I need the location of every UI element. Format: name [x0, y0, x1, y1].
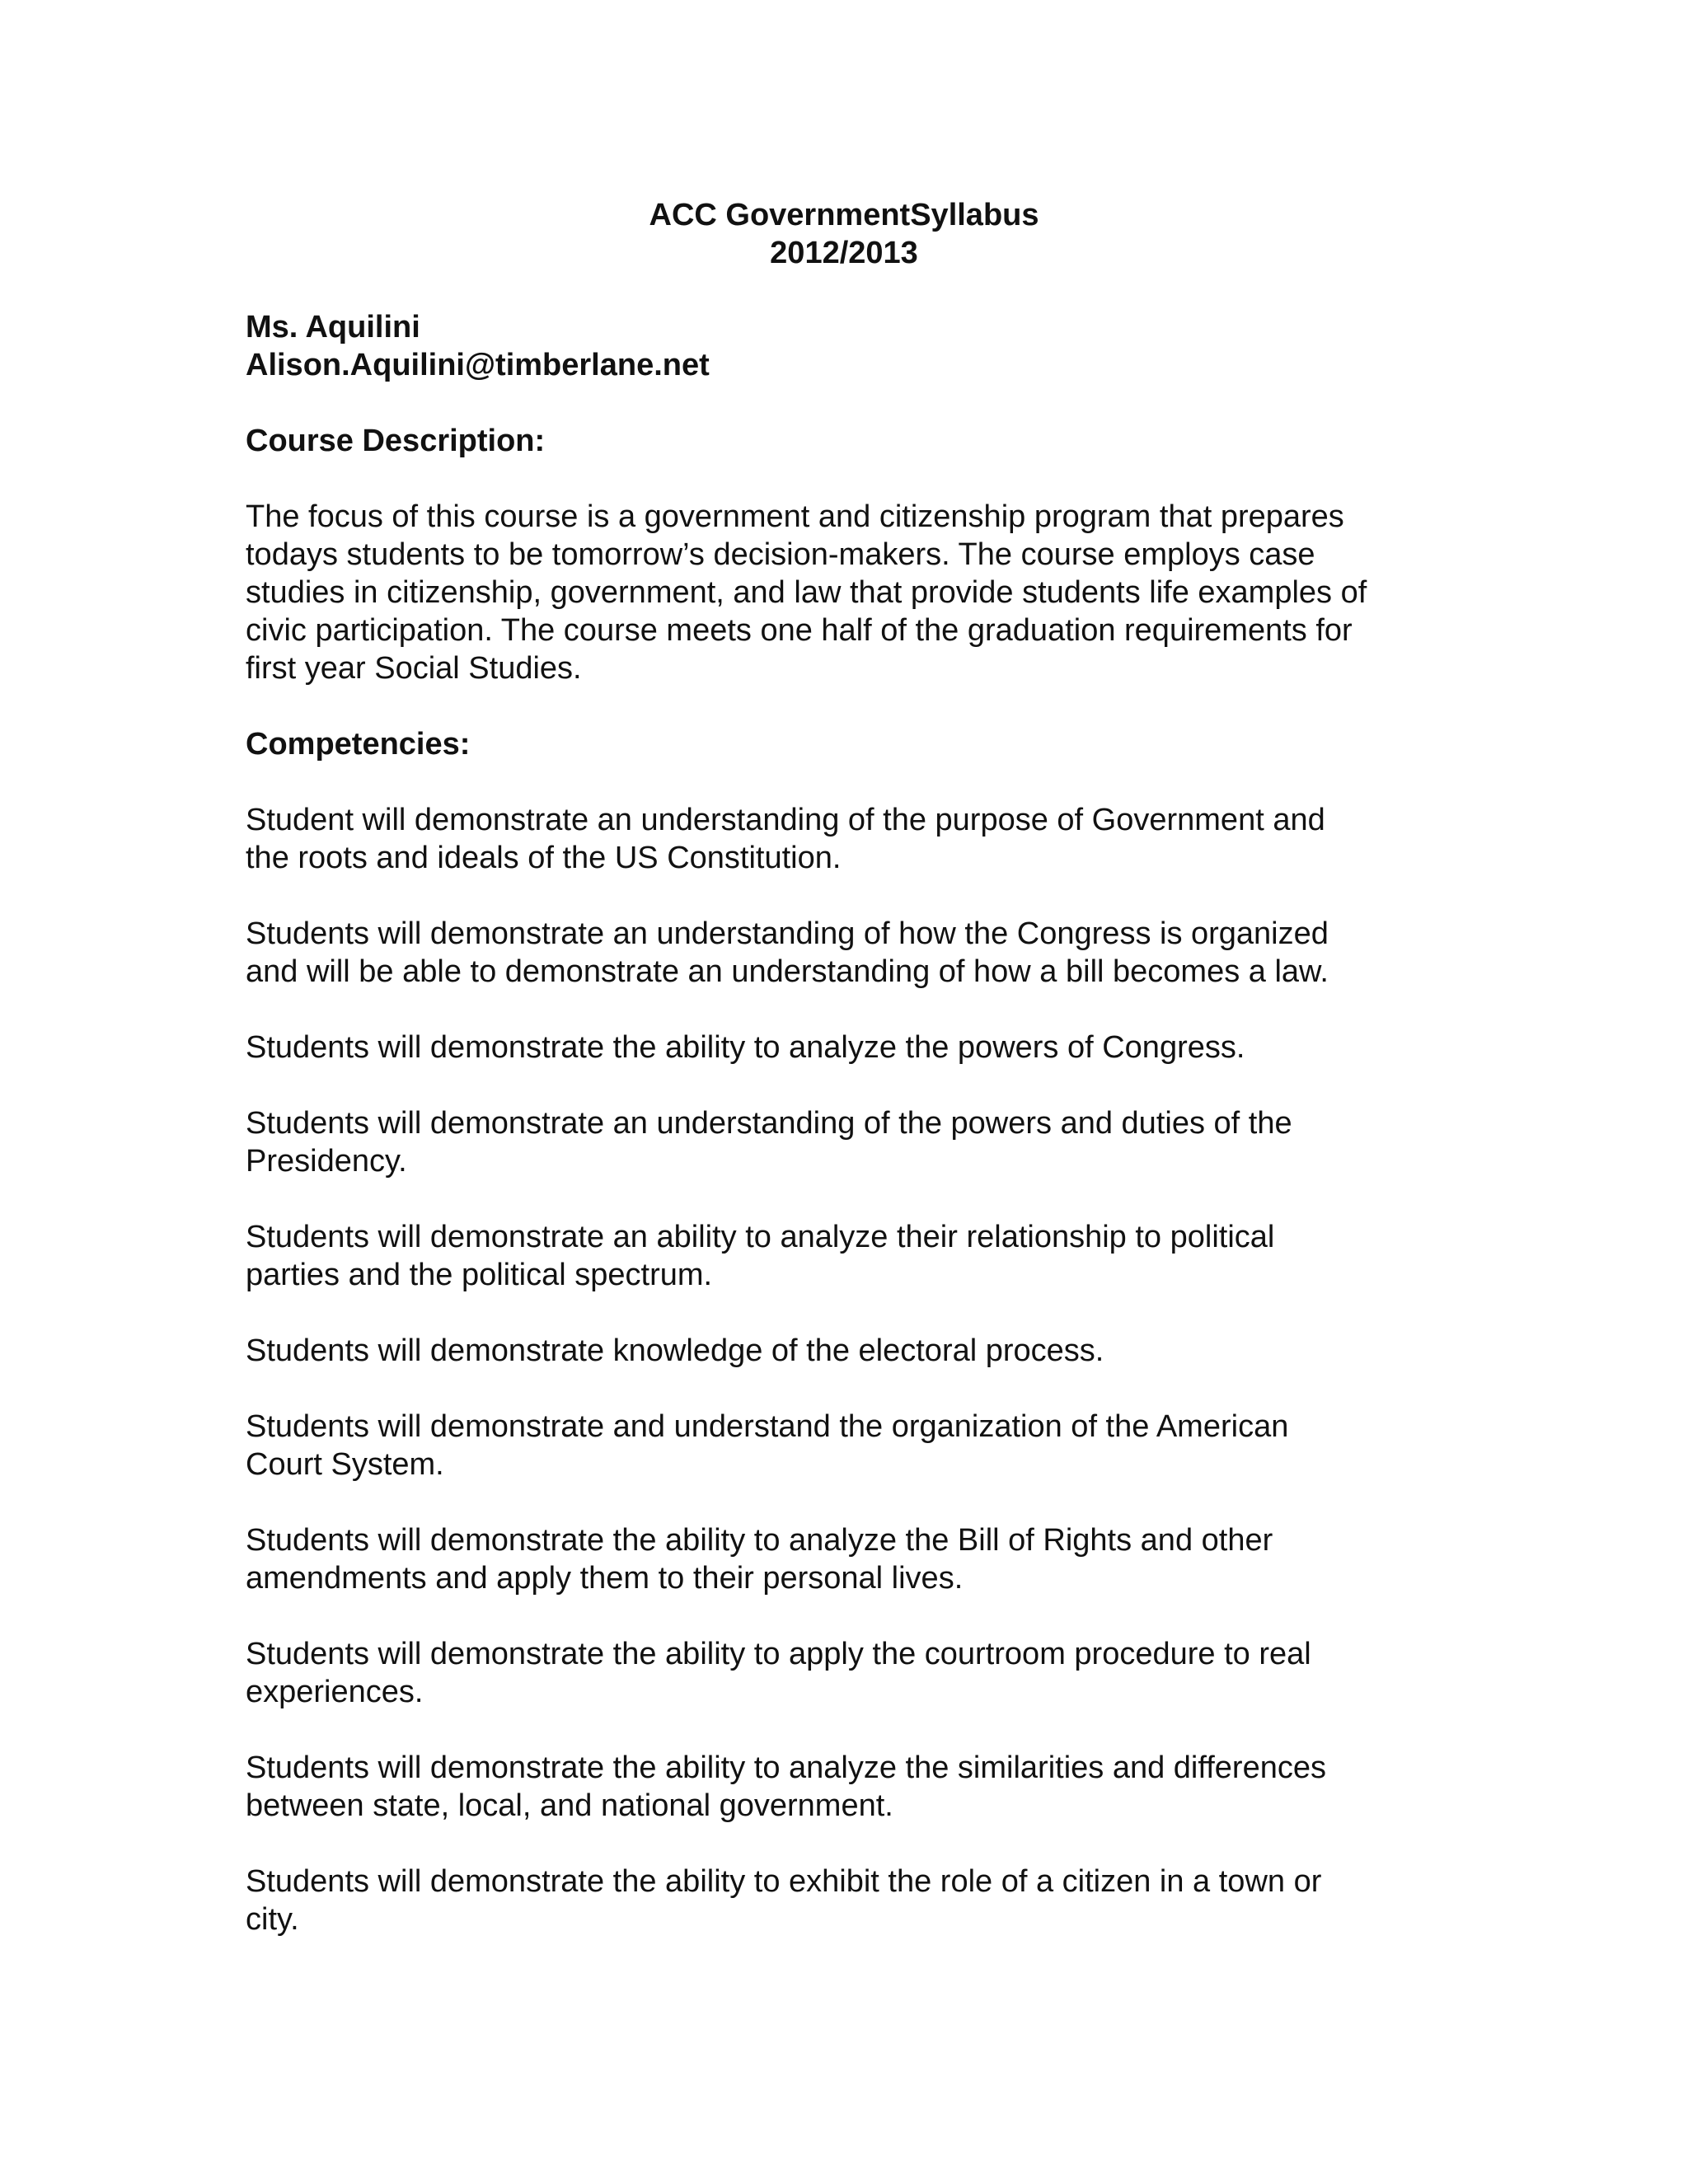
competency-item: Students will demonstrate an understanding of how the Congress is organized and will be able to demonstrate an understanding of how a bill becomes a law.	[246, 916, 1329, 989]
competency-item: Student will demonstrate an understanding of the purpose of Government and the roots and ideals of the US Constitution.	[246, 803, 1325, 875]
competency-item: Students will demonstrate an ability to analyze their relationship to political parties and the political spectrum.	[246, 1220, 1275, 1292]
document-body	[246, 308, 1457, 1976]
competency-item: Students will demonstrate the ability to apply the courtroom procedure to real experiences.	[246, 1637, 1311, 1709]
instructor-block	[246, 308, 1457, 384]
competencies-heading: Competencies:	[246, 727, 471, 762]
competency-item: Students will demonstrate knowledge of the electoral process.	[246, 1333, 1104, 1368]
document-title	[0, 196, 1688, 272]
instructor-email: Alison.Aquilini@timberlane.net	[246, 348, 710, 382]
competency-item: Students will demonstrate and understand the organization of the American Court System.	[246, 1409, 1289, 1482]
instructor-name: Ms. Aquilini	[246, 310, 420, 344]
competency-item: Students will demonstrate the ability to analyze the powers of Congress.	[246, 1030, 1245, 1065]
course-description-text: The focus of this course is a government and citizenship program that prepares todays students to be tomorrow’s decision-makers. The course employs case studies in citizenship, government, and law that provide students life examples of civic participation. The course meets one half of the graduation requirements for first year Social Studies.	[246, 499, 1367, 686]
title-line-course: ACC GovernmentSyllabus	[649, 198, 1039, 232]
course-description-heading: Course Description:	[246, 424, 546, 458]
title-line-year: 2012/2013	[770, 236, 918, 270]
competency-item: Students will demonstrate an understanding of the powers and duties of the Presidency.	[246, 1106, 1292, 1179]
competency-item: Students will demonstrate the ability to exhibit the role of a citizen in a town or city.	[246, 1864, 1322, 1937]
competency-item: Students will demonstrate the ability to analyze the Bill of Rights and other amendments and apply them to their personal lives.	[246, 1523, 1273, 1596]
competencies-list	[246, 801, 1457, 1938]
competency-item: Students will demonstrate the ability to analyze the similarities and differences between state, local, and national government.	[246, 1750, 1326, 1823]
